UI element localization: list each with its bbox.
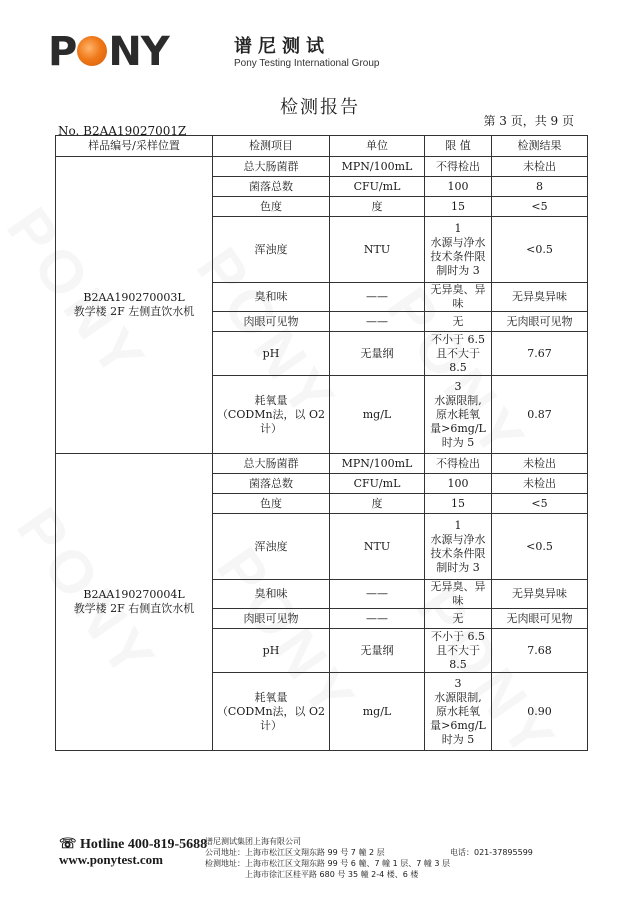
result-cell: <0.5 [492, 217, 588, 283]
unit-cell: 度 [330, 197, 425, 217]
item-cell [213, 474, 330, 494]
limit-cell [425, 514, 492, 580]
limit-cell [425, 454, 492, 474]
sample-line: B2AA190270003L [83, 291, 185, 304]
item-line: 色度 [260, 199, 282, 213]
limit-cell [425, 580, 492, 609]
website: www.ponytest.com [59, 852, 163, 867]
item-line: 浑浊度 [254, 242, 288, 256]
limit-cell [425, 474, 492, 494]
limit-line: 100 [447, 476, 469, 490]
limit-cell [425, 312, 492, 332]
item-cell [213, 177, 330, 197]
item-line: 耗氧量 [254, 690, 288, 704]
sample-cell [56, 157, 213, 454]
result-cell: 0.90 [492, 673, 588, 751]
limit-cell [425, 494, 492, 514]
limit-cell [425, 177, 492, 197]
result-cell: 未检出 [492, 157, 588, 177]
item-line: 菌落总数 [249, 476, 293, 490]
unit-cell: 度 [330, 494, 425, 514]
limit-line: 15 [451, 496, 465, 510]
unit-cell: mg/L [330, 376, 425, 454]
limit-line: 1 [454, 221, 462, 235]
hotline [59, 836, 207, 853]
table-row [56, 454, 588, 474]
footer-tel: 电话：021-37895599 [450, 848, 533, 857]
result-cell: 0.87 [492, 376, 588, 454]
item-cell [213, 580, 330, 609]
pony-logo [48, 29, 169, 75]
item-line: 菌落总数 [249, 179, 293, 193]
report-number: No. B2AA19027001Z [58, 124, 187, 138]
table-header-row [56, 136, 588, 157]
result-cell: 无异臭异味 [492, 580, 588, 609]
item-line: 耗氧量 [254, 393, 288, 407]
table-row [56, 157, 588, 177]
company-name-en: Pony Testing International Group [234, 58, 380, 69]
limit-line: 量>6mg/L [430, 421, 486, 435]
sample-line: 教学楼 2F 左侧直饮水机 [73, 305, 195, 318]
sample-line: 教学楼 2F 右侧直饮水机 [73, 602, 195, 615]
header-result: 检测结果 [492, 136, 588, 157]
result-cell: <0.5 [492, 514, 588, 580]
company-name-cn: 谱尼测试 [234, 36, 330, 57]
limit-line: 不小于 6.5 [431, 332, 485, 346]
header-sample: 样品编号/采样位置 [56, 136, 213, 157]
result-cell: 7.68 [492, 629, 588, 673]
result-cell: <5 [492, 494, 588, 514]
unit-cell: —— [330, 609, 425, 629]
limit-cell [425, 376, 492, 454]
item-cell [213, 494, 330, 514]
result-cell: 无异臭异味 [492, 283, 588, 312]
item-cell [213, 609, 330, 629]
limit-line: 技术条件限 [430, 546, 486, 560]
limit-line: 水源限制, [434, 690, 482, 704]
limit-line: 水源限制, [434, 393, 482, 407]
limit-line: 无 [452, 314, 464, 328]
item-cell [213, 332, 330, 376]
limit-line: 制时为 3 [436, 263, 480, 277]
item-cell [213, 312, 330, 332]
phone-icon: ☏ [59, 837, 77, 852]
limit-line: 无 [452, 611, 464, 625]
unit-cell: MPN/100mL [330, 157, 425, 177]
hotline-text: Hotline 400-819-5688 [80, 837, 208, 852]
limit-cell [425, 217, 492, 283]
limit-line: 味 [452, 594, 464, 607]
item-line: 总大肠菌群 [243, 159, 299, 173]
limit-line: 不得检出 [436, 456, 480, 470]
item-line: 臭和味 [254, 587, 288, 600]
limit-line: 制时为 3 [436, 560, 480, 574]
item-line: 臭和味 [254, 290, 288, 303]
unit-cell: 无量纲 [330, 629, 425, 673]
item-line: 肉眼可见物 [243, 611, 299, 625]
limit-line: 水源与净水 [430, 235, 486, 249]
item-cell [213, 673, 330, 751]
item-cell [213, 157, 330, 177]
result-cell: 无肉眼可见物 [492, 312, 588, 332]
item-cell [213, 197, 330, 217]
unit-cell: —— [330, 312, 425, 332]
logo-letters: NY [108, 29, 169, 75]
item-line: 总大肠菌群 [243, 456, 299, 470]
limit-line: 技术条件限 [430, 249, 486, 263]
limit-cell [425, 673, 492, 751]
footer-line: 检测地址：上海市松江区文翔东路 99 号 6 幢、7 幢 1 层、7 幢 3 层 [205, 859, 451, 868]
limit-line: 时为 5 [441, 435, 475, 449]
limit-cell [425, 629, 492, 673]
unit-cell: —— [330, 580, 425, 609]
unit-cell: CFU/mL [330, 474, 425, 494]
limit-cell [425, 609, 492, 629]
footer [55, 836, 595, 896]
limit-line: 且不大于 [436, 643, 480, 657]
result-cell: 未检出 [492, 474, 588, 494]
limit-cell [425, 157, 492, 177]
limit-line: 无异臭、异 [430, 580, 486, 593]
unit-cell: mg/L [330, 673, 425, 751]
limit-line: 3 [454, 676, 462, 690]
sample-cell [56, 454, 213, 751]
logo-letter: P [48, 29, 77, 75]
limit-line: 100 [447, 179, 469, 193]
results-table [55, 135, 588, 751]
item-cell [213, 454, 330, 474]
limit-line: 1 [454, 518, 462, 532]
limit-cell [425, 332, 492, 376]
header-limit: 限 值 [425, 136, 492, 157]
limit-line: 原水耗氧 [436, 407, 480, 421]
item-cell [213, 283, 330, 312]
limit-line: 量>6mg/L [430, 718, 486, 732]
footer-line: 公司地址：上海市松江区文翔东路 99 号 7 幢 2 层 [205, 848, 385, 857]
limit-cell [425, 283, 492, 312]
result-cell: 7.67 [492, 332, 588, 376]
unit-cell: MPN/100mL [330, 454, 425, 474]
unit-cell: 无量纲 [330, 332, 425, 376]
logo-o-icon [77, 36, 107, 66]
limit-line: 15 [451, 199, 465, 213]
result-cell: 无肉眼可见物 [492, 609, 588, 629]
item-line: 肉眼可见物 [243, 314, 299, 328]
result-cell: 未检出 [492, 454, 588, 474]
item-line: 浑浊度 [254, 539, 288, 553]
footer-line: 上海市徐汇区桂平路 680 号 35 幢 2-4 楼、6 楼 [245, 870, 419, 879]
footer-line: 谱尼测试集团上海有限公司 [205, 837, 301, 846]
item-line: pH [262, 346, 280, 360]
unit-cell: CFU/mL [330, 177, 425, 197]
item-cell [213, 629, 330, 673]
limit-cell [425, 197, 492, 217]
item-cell [213, 217, 330, 283]
limit-line: 8.5 [449, 360, 467, 374]
result-cell: <5 [492, 197, 588, 217]
unit-cell: —— [330, 283, 425, 312]
limit-line: 3 [454, 379, 462, 393]
sample-line: B2AA190270004L [83, 588, 185, 601]
header-item: 检测项目 [213, 136, 330, 157]
limit-line: 8.5 [449, 657, 467, 671]
page-info: 第 3 页，共 9 页 [483, 114, 574, 128]
limit-line: 时为 5 [441, 732, 475, 746]
header-unit: 单位 [330, 136, 425, 157]
item-line: 色度 [260, 496, 282, 510]
item-line: （CODMn法，以 O2计） [216, 407, 326, 435]
item-cell [213, 376, 330, 454]
footer-address-block [205, 836, 450, 880]
limit-line: 味 [452, 297, 464, 310]
limit-line: 原水耗氧 [436, 704, 480, 718]
report-title: 检测报告 [280, 97, 360, 118]
limit-line: 不小于 6.5 [431, 629, 485, 643]
limit-line: 且不大于 [436, 346, 480, 360]
limit-line: 水源与净水 [430, 532, 486, 546]
item-line: pH [262, 643, 280, 657]
unit-cell: NTU [330, 514, 425, 580]
header [48, 28, 608, 78]
unit-cell: NTU [330, 217, 425, 283]
item-cell [213, 514, 330, 580]
item-line: （CODMn法，以 O2计） [216, 704, 326, 732]
limit-line: 不得检出 [436, 159, 480, 173]
limit-line: 无异臭、异 [430, 283, 486, 296]
result-cell: 8 [492, 177, 588, 197]
